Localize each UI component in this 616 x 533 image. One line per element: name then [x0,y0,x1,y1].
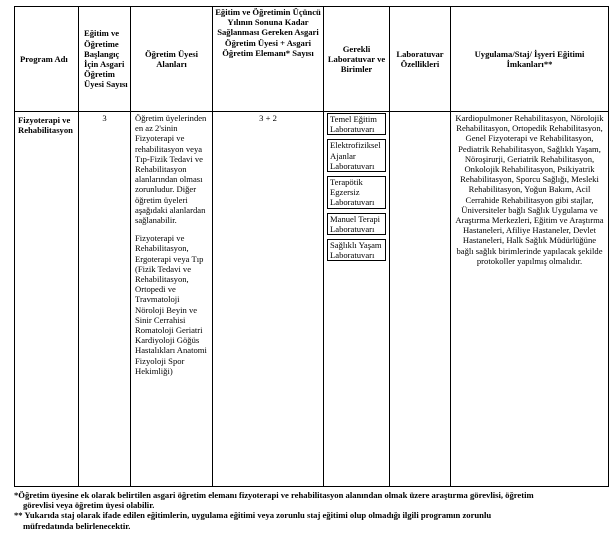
footnotes [14,490,608,531]
lab-item: Terapötik Egzersiz Laboratuvarı [327,176,386,209]
header-min-faculty: Eğitim ve Öğretime Başlangıç İçin Asgari Öğretim Üyesi Sayısı [79,7,131,112]
footnote-1-line-1: *Öğretim üyesine ek olarak belirtilen asgari öğretim elemanı fizyoterapi ve rehabilitasyon alanından olmak üzere araştırma görevlisi, öğretim [14,490,534,500]
header-row [15,7,609,112]
header-program-name: Program Adı [15,7,79,112]
header-third-year-staff: Eğitim ve Öğretimin Üçüncü Yılının Sonuna Kadar Sağlanması Gereken Asgari Öğretim Üyesi + Asgari Öğretim Elemanı* Sayısı [213,7,324,112]
lab-item: Manuel Terapi Laboratuvarı [327,213,386,235]
lab-item: Elektrofiziksel Ajanlar Laboratuvarı [327,139,386,172]
lab-item: Temel Eğitim Laboratuvarı [327,113,386,135]
internship-cell: Kardiopulmoner Rehabilitasyon, Nörolojik Rehabilitasyon, Ortopedik Rehabilitasyon, Genel Fizyoterapi ve Rehabilitasyon, Pediatrik Rehabilitasyon, Sağlıklı Yaşam, Nöroşirurji, Geriatrik Rehabilitasyon, Onkolojik Rehabilitasyon, Psikiyatrik Rehabilitasyon, Sporcu Sağlığı, Mesleki Rehabilitasyon, Yoğun Bakım, Acil Cerrahide Rehabilitasyon gibi stajlar, Üniversiteler bağlı Sağlık Uygulama ve Araştırma Merkezleri, Eğitim ve Araştırma Hastaneleri, Afiliye Hastaneler, Devlet Hastaneleri, Halk Sağlık Müdürlüğüne bağlı sağlık birimlerinde yapılacak şekilde protokoller yapılmış olmalıdır. [451,112,609,487]
labs-cell [324,112,390,487]
lab-features-cell [390,112,451,487]
faculty-areas-cell [131,112,213,487]
third-year-staff-cell: 3 + 2 [213,112,324,487]
header-internship: Uygulama/Staj/ İşyeri Eğitimi İmkanları** [451,7,609,112]
program-name-cell: Fizyoterapi ve Rehabilitasyon [15,112,79,487]
footnote-2-line-2: müfredatında belirlenecektir. [23,520,131,531]
table-row [15,112,609,487]
faculty-areas-paragraph-1: Öğretim üyelerinden en az 2'sinin Fizyoterapi ve rehabilitasyon veya Tıp-Fizik Tedavi ve Rehabilitasyon alanlarından olması zorunludur. Diğer öğretim üyeleri aşağıdaki alanlardan sağlanabilir. [135,113,207,226]
footnote-1-line-2: görevlisi veya öğretim üyesi olabilir. [23,500,155,511]
faculty-areas-paragraph-2: Fizyoterapi ve Rehabilitasyon, Ergoterapi veya Tıp (Fizik Tedavi ve Rehabilitasyon, Ortopedi ve Travmatoloji Nöroloji Beyin ve Sinir Cerrahisi Romatoloji Geriatri Kardiyoloji Göğüs Hastalıkları Anatomi Fizyoloji Spor Hekimliği) [135,233,207,376]
header-lab-features: Laboratuvar Özellikleri [390,7,451,112]
lab-item: Sağlıklı Yaşam Laboratuvarı [327,239,386,261]
footnote-2-line-1: ** Yukarıda staj olarak ifade edilen eğitimlerin, uygulama eğitimi veya zorunlu staj eğitimi olup olmadığı ilgili programın zorunlu [14,510,492,521]
header-faculty-areas: Öğretim Üyesi Alanları [131,7,213,112]
header-required-labs: Gerekli Laboratuvar ve Birimler [324,7,390,112]
min-faculty-cell: 3 [79,112,131,487]
program-requirements-table [14,6,609,487]
